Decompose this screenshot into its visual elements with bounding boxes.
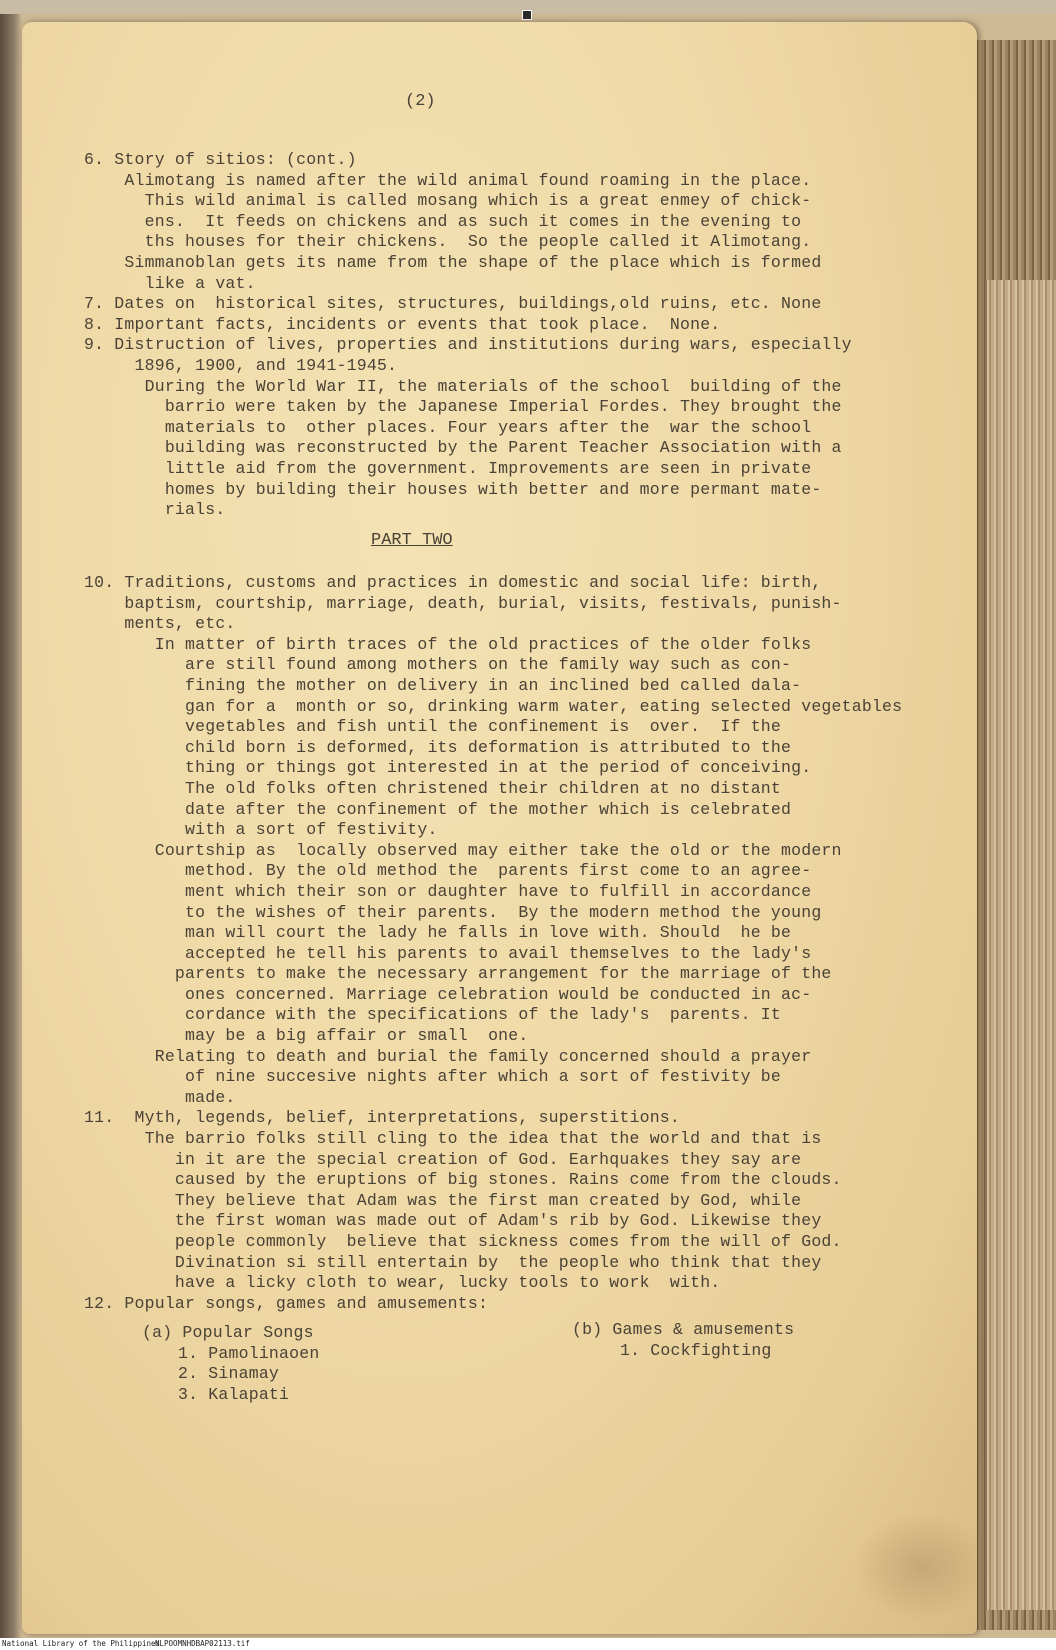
text-line: parents to make the necessary arrangement for the marriage of the <box>84 964 832 984</box>
song-item: 2. Sinamay <box>178 1364 280 1384</box>
text-line: ths houses for their chickens. So the people called it Alimotang. <box>84 232 812 252</box>
footer-library-name: National Library of the Philippines <box>2 1639 161 1648</box>
text-line: like a vat. <box>84 273 256 293</box>
text-line: 1896, 1900, and 1941-1945. <box>84 355 398 375</box>
text-line: The barrio folks still cling to the idea that the world and that is <box>84 1129 822 1149</box>
paper-stain <box>852 1512 992 1622</box>
page-number: (2) <box>405 92 436 111</box>
text-line: in it are the special creation of God. Earhquakes they say are <box>84 1149 802 1169</box>
text-line: gan for a month or so, drinking warm water, eating selected vegetables <box>84 696 903 716</box>
text-line: They believe that Adam was the first man created by God, while <box>84 1190 802 1210</box>
text-line: 7. Dates on historical sites, structures, buildings,old ruins, etc. None <box>84 294 822 314</box>
song-item: 1. Pamolinaoen <box>178 1343 320 1363</box>
text-line: ens. It feeds on chickens and as such it comes in the evening to <box>84 211 802 231</box>
text-line: man will court the lady he falls in love with. Should he be <box>84 923 792 943</box>
text-line: Relating to death and burial the family concerned should a prayer <box>84 1046 812 1066</box>
game-item: 1. Cockfighting <box>620 1340 772 1360</box>
text-line: materials to other places. Four years after the war the school <box>84 417 812 437</box>
text-line: with a sort of festivity. <box>84 820 438 840</box>
text-line: ment which their son or daughter have to fulfill in accordance <box>84 881 812 901</box>
text-line: fining the mother on delivery in an inclined bed called dala- <box>84 675 802 695</box>
text-line: baptism, courtship, marriage, death, burial, visits, festivals, punish- <box>84 593 842 613</box>
games-amusements-list <box>572 1320 794 1361</box>
text-line: rials. <box>84 500 226 520</box>
text-line: child born is deformed, its deformation is attributed to the <box>84 737 792 757</box>
text-line: Alimotang is named after the wild animal found roaming in the place. <box>84 170 812 190</box>
section-traditions-and-beliefs <box>84 573 902 1314</box>
text-line: 9. Distruction of lives, properties and institutions during wars, especially <box>84 335 852 355</box>
text-line: 8. Important facts, incidents or events that took place. None. <box>84 314 721 334</box>
page-stack-edge <box>985 280 1056 1610</box>
text-line: Courtship as locally observed may either take the old or the modern <box>84 840 842 860</box>
text-line: 12. Popular songs, games and amusements: <box>84 1293 489 1313</box>
section-story-and-history <box>84 150 852 521</box>
text-line: made. <box>84 1087 236 1107</box>
text-line: This wild animal is called mosang which is a great enmey of chick- <box>84 191 812 211</box>
part-two-title: PART TWO <box>371 531 453 550</box>
text-line: During the World War II, the materials of the school building of the <box>84 376 842 396</box>
text-line: 10. Traditions, customs and practices in domestic and social life: birth, <box>84 573 822 592</box>
footer-file-name: NLPOOMNHDBAP02113.tif <box>155 1639 250 1648</box>
text-line: to the wishes of their parents. By the modern method the young <box>84 902 822 922</box>
text-line: The old folks often christened their children at no distant <box>84 778 782 798</box>
scan-marker-icon <box>522 10 532 20</box>
text-line: of nine succesive nights after which a sort of festivity be <box>84 1067 782 1087</box>
text-line: ones concerned. Marriage celebration would be conducted in ac- <box>84 984 812 1004</box>
scan-footer <box>0 1638 1056 1650</box>
songs-heading: (a) Popular Songs <box>142 1323 314 1342</box>
text-line: Simmanoblan gets its name from the shape of the place which is formed <box>84 252 822 272</box>
text-line: cordance with the specifications of the lady's parents. It <box>84 1005 782 1025</box>
text-line: caused by the eruptions of big stones. Rains come from the clouds. <box>84 1170 842 1190</box>
text-line: little aid from the government. Improvements are seen in private <box>84 458 812 478</box>
text-line: barrio were taken by the Japanese Imperial Fordes. They brought the <box>84 397 842 417</box>
text-line: thing or things got interested in at the period of conceiving. <box>84 758 812 778</box>
text-line: the first woman was made out of Adam's rib by God. Likewise they <box>84 1211 822 1231</box>
text-line: are still found among mothers on the family way such as con- <box>84 655 792 675</box>
text-line: accepted he tell his parents to avail themselves to the lady's <box>84 943 812 963</box>
popular-songs-list <box>142 1323 320 1405</box>
text-line: ments, etc. <box>84 614 236 634</box>
text-line: 6. Story of sitios: (cont.) <box>84 150 357 169</box>
text-line: homes by building their houses with better and more permant mate- <box>84 479 822 499</box>
text-line: vegetables and fish until the confinement is over. If the <box>84 717 782 737</box>
song-item: 3. Kalapati <box>178 1384 290 1404</box>
text-line: In matter of birth traces of the old practices of the older folks <box>84 634 812 654</box>
text-line: building was reconstructed by the Parent Teacher Association with a <box>84 438 842 458</box>
games-heading: (b) Games & amusements <box>572 1320 795 1339</box>
text-line: 11. Myth, legends, belief, interpretations, superstitions. <box>84 1108 680 1128</box>
text-line: may be a big affair or small one. <box>84 1026 529 1046</box>
text-line: date after the confinement of the mother which is celebrated <box>84 799 792 819</box>
text-line: Divination si still entertain by the people who think that they <box>84 1252 822 1272</box>
text-line: people commonly believe that sickness comes from the will of God. <box>84 1232 842 1251</box>
text-line: method. By the old method the parents first come to an agree- <box>84 861 812 881</box>
text-line: have a licky cloth to wear, lucky tools to work with. <box>84 1273 721 1293</box>
